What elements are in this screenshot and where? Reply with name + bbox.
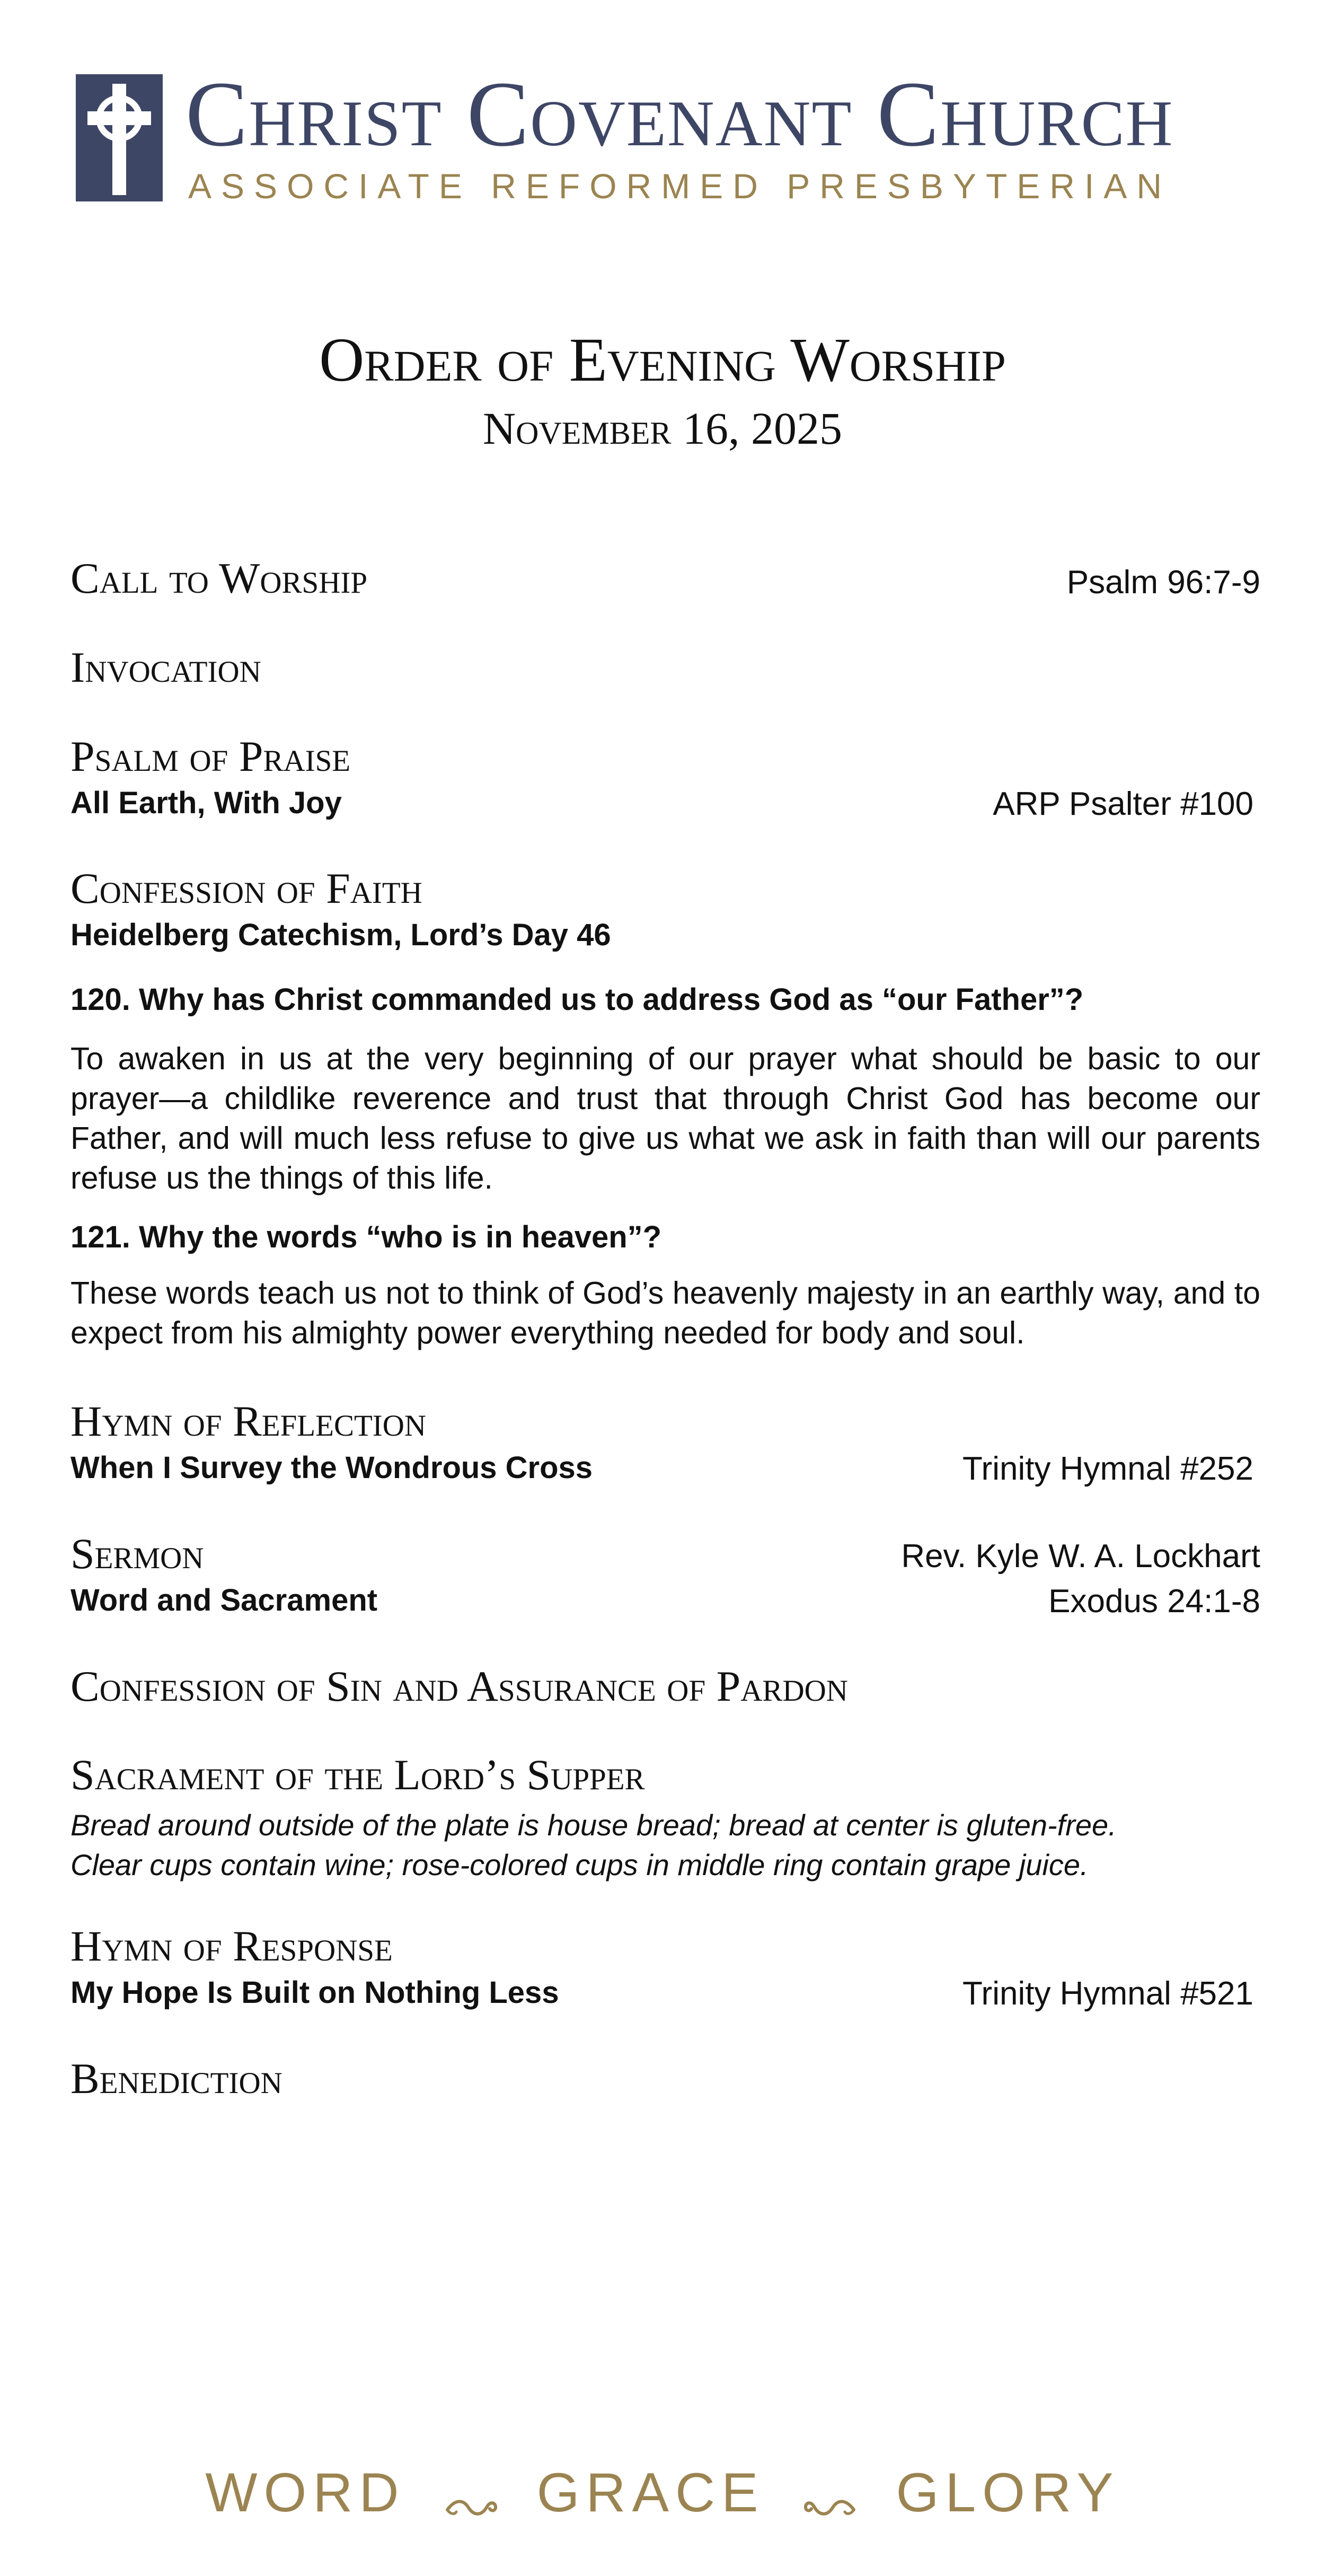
psalm-of-praise-title: All Earth, With Joy [70, 786, 342, 820]
hymn-of-reflection-heading: Hymn of Reflection [70, 1397, 427, 1445]
lords-supper-note-cups: Clear cups contain wine; rose-colored cups in middle ring contain grape juice. [70, 1848, 1089, 1882]
catechism-answer-121: These words teach us not to think of God’s heavenly majesty in an earthly way, and to expect from his almighty power everything needed for body and soul. [70, 1276, 1260, 1350]
church-name: Christ Covenant Church [186, 63, 1174, 166]
service-date: November 16, 2025 [483, 403, 842, 454]
flourish-ornament-icon [445, 2495, 498, 2524]
church-logo-mark [76, 74, 163, 201]
catechism-question-120: 120. Why has Christ commanded us to address God as “our Father”? [70, 982, 1084, 1017]
hymn-of-reflection-title: When I Survey the Wondrous Cross [70, 1450, 593, 1485]
sermon-preacher: Rev. Kyle W. A. Lockhart [901, 1538, 1260, 1575]
lords-supper-heading: Sacrament of the Lord’s Supper [70, 1751, 645, 1799]
footer-motto [0, 2462, 1325, 2524]
motto-word: WORD [205, 2462, 405, 2524]
call-to-worship-reference: Psalm 96:7-9 [1066, 564, 1260, 601]
catechism-answer-120: To awaken in us at the very beginning of our prayer what should be basic to our prayer—a childlike reverence and trust that through Christ God has become our Father, and will much less refuse to give us what we ask in faith than will our parents refuse us the things of this life. [70, 1041, 1260, 1195]
psalm-of-praise-reference: ARP Psalter #100 [993, 786, 1253, 822]
call-to-worship-heading: Call to Worship [70, 554, 368, 602]
hymn-of-response-reference: Trinity Hymnal #521 [962, 1975, 1253, 2012]
lords-supper-note-bread: Bread around outside of the plate is house bread; bread at center is gluten-free. [70, 1808, 1117, 1842]
church-denomination: ASSOCIATE REFORMED PRESBYTERIAN [188, 166, 1171, 206]
celtic-cross-icon [76, 74, 163, 201]
hymn-of-response-title: My Hope Is Built on Nothing Less [70, 1975, 559, 2010]
psalm-of-praise-heading: Psalm of Praise [70, 732, 351, 780]
sermon-reference: Exodus 24:1-8 [1048, 1583, 1260, 1620]
page-title: Order of Evening Worship [319, 325, 1006, 394]
catechism-question-121: 121. Why the words “who is in heaven”? [70, 1220, 662, 1254]
benediction-heading: Benediction [70, 2054, 282, 2103]
hymn-of-response-heading: Hymn of Response [70, 1922, 393, 1970]
motto-word: GLORY [896, 2462, 1120, 2524]
invocation-heading: Invocation [70, 643, 261, 691]
sermon-heading: Sermon [70, 1529, 204, 1578]
motto-word: GRACE [536, 2462, 765, 2524]
confession-of-sin-heading: Confession of Sin and Assurance of Pardon [70, 1662, 848, 1710]
sermon-title: Word and Sacrament [70, 1583, 378, 1617]
hymn-of-reflection-reference: Trinity Hymnal #252 [962, 1450, 1253, 1487]
flourish-ornament-icon [803, 2495, 856, 2524]
catechism-source: Heidelberg Catechism, Lord’s Day 46 [70, 918, 611, 952]
confession-of-faith-heading: Confession of Faith [70, 864, 422, 912]
